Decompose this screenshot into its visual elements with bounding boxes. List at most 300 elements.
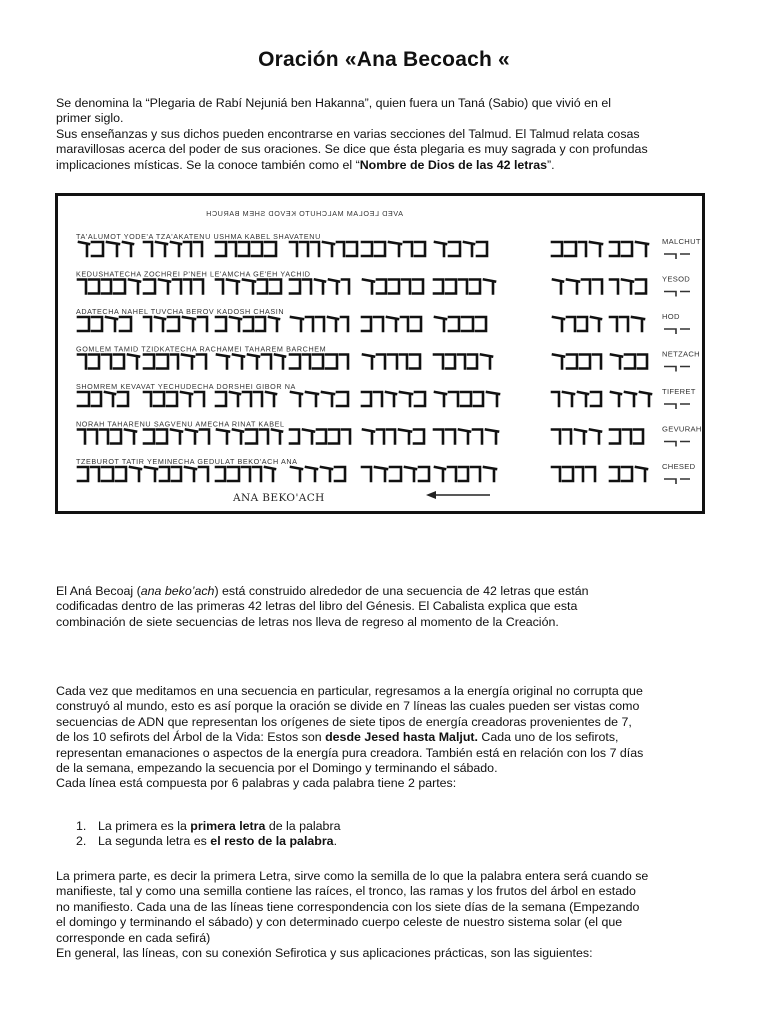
hebrew-letter-glyph [317,430,326,444]
text-line: codificadas dentro de las primeras 42 letras del libro del Génesis. El Cabalista explica que esta [56,599,578,614]
hebrew-letter-glyph [89,280,99,294]
hebrew-letter-glyph [341,317,348,331]
hebrew-letter-glyph [342,430,350,444]
hebrew-letter-glyph [470,280,480,294]
hebrew-letter-glyph [435,467,445,481]
figure-caption: ANA BEKO'ACH [233,492,325,504]
hebrew-letter-glyph [563,467,573,481]
hebrew-letter-glyph [291,467,302,481]
hebrew-letter-glyph [586,467,595,481]
hebrew-letter-glyph [389,242,401,256]
hebrew-letter-glyph [254,392,262,406]
hebrew-letter-glyph [590,242,602,256]
hebrew-letter-glyph [401,317,408,331]
hebrew-letter-glyph [78,317,89,331]
hebrew-letter-glyph [471,467,480,481]
hebrew-letter-glyph [291,317,303,331]
hebrew-letter-glyph [623,430,631,444]
sefirah-hebrew-mark [664,254,690,259]
sefirah-hebrew-mark [664,292,690,297]
hebrew-letter-glyph [160,467,169,481]
hebrew-letter-glyph [610,467,619,481]
hebrew-letter-glyph [144,317,151,331]
figure-header-transliteration: AVED LEOLAM MALCHUTO KEVOD SHEM BARUCH [205,209,403,218]
hebrew-letter-glyph [632,317,644,331]
hebrew-letter-glyph [363,280,374,294]
hebrew-letter-glyph [260,430,268,444]
hebrew-letter-glyph [565,242,576,256]
hebrew-letter-glyph [375,467,387,481]
hebrew-letter-glyph [217,430,229,444]
text-line: Se denomina la “Plegaria de Rabí Nejuniá ben Hakanna”, quien fuera un Taná (Sabio) que vivió en el [56,96,611,110]
hebrew-letter-glyph [291,392,302,406]
hebrew-letter-glyph [552,242,562,256]
hebrew-letter-glyph [272,430,282,444]
hebrew-letter-glyph [262,355,271,369]
page-title: Oración «Ana Becoach « [258,48,510,71]
hebrew-letter-glyph [636,467,647,481]
hebrew-letter-glyph [362,242,372,256]
hebrew-letter-glyph [184,280,191,294]
hebrew-letter-glyph [374,392,382,406]
list-number: 2. [76,834,87,849]
hebrew-letter-glyph [446,280,456,294]
sefirah-label: CHESED [662,462,696,471]
hebrew-word-row [78,280,646,294]
hebrew-letter-glyph [246,430,257,444]
hebrew-letter-glyph [184,242,191,256]
sefirah-hebrew-mark [664,329,690,334]
hebrew-letter-glyph [197,355,206,369]
hebrew-letter-glyph [579,242,586,256]
hebrew-letter-glyph [484,467,496,481]
hebrew-letter-glyph [434,430,443,444]
hebrew-letter-glyph [434,280,443,294]
hebrew-letter-glyph [181,392,192,406]
hebrew-letter-glyph [290,355,300,369]
hebrew-letter-glyph [580,355,590,369]
list-item [76,834,340,849]
row-transliteration: TZEBUROT TATIR YEMINECHA GEDULAT BEKO'ACH ANA [76,457,298,466]
hebrew-letter-glyph [487,392,499,406]
paragraph-ana-becoaj [56,584,714,630]
hebrew-letter-glyph [239,242,249,256]
hebrew-letter-glyph [347,242,357,256]
hebrew-letter-glyph [459,430,470,444]
hebrew-letter-glyph [638,355,647,369]
hebrew-letter-glyph [377,430,384,444]
hebrew-letter-glyph [144,430,154,444]
row-transliteration: TA'ALUMOT YODE'A TZA'AKATENU USHMA KABEL SHAVATENU [76,232,321,241]
sefirah-label: NETZACH [662,349,700,359]
hebrew-letter-glyph [144,280,155,294]
hebrew-letter-glyph [578,317,587,331]
hebrew-letter-glyph [575,430,586,444]
hebrew-letter-glyph [405,467,416,481]
hebrew-letter-glyph [399,430,411,444]
hebrew-letter-glyph [306,467,317,481]
hebrew-letter-glyph [377,280,386,294]
hebrew-letter-glyph [159,280,170,294]
hebrew-letter-glyph [622,280,633,294]
hebrew-letter-glyph [182,355,194,369]
hebrew-letter-glyph [233,355,244,369]
hebrew-letter-glyph [275,355,285,369]
hebrew-letter-glyph [481,355,492,369]
hebrew-letter-glyph [435,392,446,406]
hebrew-letter-glyph [233,430,243,444]
text-run: ) está construido alrededor de una secuencia de 42 letras que están [214,584,589,598]
hebrew-letter-glyph [306,317,313,331]
hebrew-letter-glyph [591,317,601,331]
hebrew-letter-glyph [462,317,473,331]
text-run: implicaciones místicas. Se la conoce también como el “ [56,157,360,172]
hebrew-letter-glyph [111,430,121,444]
bold-term: desde Jesed hasta Maljut. [325,730,478,745]
hebrew-letter-glyph [114,355,124,369]
hebrew-letter-glyph [171,242,181,256]
text-line: secuencias de ADN que representan los orígenes de siete tipos de energía creadoras provenientes de 7, [56,714,632,729]
hebrew-letter-glyph [477,242,487,256]
hebrew-letter-glyph [168,317,179,331]
hebrew-letter-glyph [306,392,318,406]
hebrew-word-row [79,242,648,256]
hebrew-letter-glyph [611,392,621,406]
hebrew-letter-glyph [459,280,467,294]
hebrew-letter-glyph [337,392,348,406]
hebrew-letter-glyph [435,242,446,256]
hebrew-letter-glyph [340,355,348,369]
hebrew-letter-glyph [362,467,371,481]
ana-bekoach-figure [55,193,705,514]
hebrew-letter-glyph [335,467,345,481]
hebrew-letter-glyph [337,242,344,256]
text-line: representan emanaciones o aspectos de la energía pura creadora. También está en relación con los 7 días [56,745,644,760]
hebrew-letter-glyph [106,317,117,331]
hebrew-letter-glyph [576,467,583,481]
hebrew-letter-glyph [216,280,223,294]
hebrew-letter-glyph [329,430,339,444]
hebrew-letter-glyph [593,355,601,369]
hebrew-letter-glyph [413,280,423,294]
hebrew-letter-glyph [553,280,563,294]
hebrew-letter-glyph [244,317,253,331]
hebrew-letter-glyph [486,430,498,444]
hebrew-letter-glyph [342,280,349,294]
hebrew-letter-glyph [145,467,157,481]
hebrew-letter-glyph [265,242,276,256]
text-run: de los 10 sefirots del Árbol de la Vida: Estos son [56,730,326,745]
text-line [56,584,714,599]
sefirah-label: TIFERET [662,387,696,396]
row-transliteration: SHOMREM KEVAVAT YECHUDECHA DORSHEI GIBOR NA [76,382,296,391]
hebrew-letter-glyph [323,242,334,256]
paragraph-first-letter [56,869,714,961]
hebrew-letter-glyph [173,280,181,294]
hebrew-letter-glyph [610,242,619,256]
hebrew-letter-glyph [461,392,471,406]
hebrew-letter-glyph [591,392,601,406]
hebrew-letter-glyph [128,355,139,369]
hebrew-letter-glyph [78,430,85,444]
sefirah-hebrew-mark [664,367,690,372]
paragraph-meditation [56,684,714,792]
hebrew-letter-glyph [636,242,648,256]
hebrew-word-row [78,355,647,369]
hebrew-letter-glyph [567,317,575,331]
text-line: La primera parte, es decir la primera Letra, sirve como la semilla de lo que la palabra entera será cuando se [56,869,649,883]
hebrew-letter-glyph [130,467,141,481]
hebrew-letter-glyph [640,392,651,406]
hebrew-letter-glyph [552,430,560,444]
hebrew-letter-glyph [229,242,236,256]
hebrew-letter-glyph [593,280,602,294]
hebrew-letter-glyph [563,392,574,406]
hebrew-word-row [78,317,644,331]
hebrew-letter-glyph [313,355,323,369]
hebrew-letter-glyph [446,430,455,444]
list-item [76,819,340,834]
hebrew-letter-glyph [88,430,97,444]
hebrew-letter-glyph [473,430,482,444]
hebrew-letter-glyph [362,392,371,406]
hebrew-letter-glyph [620,317,628,331]
text-run: La segunda letra es [98,834,211,849]
hebrew-letter-glyph [553,317,564,331]
hebrew-letter-glyph [120,317,131,331]
hebrew-letter-glyph [290,242,297,256]
hebrew-letter-glyph [183,317,195,331]
hebrew-letter-glyph [464,242,474,256]
hebrew-letter-glyph [363,355,374,369]
text-run: . [333,834,338,849]
hebrew-letter-glyph [270,280,281,294]
sefirot-labels [662,237,702,484]
hebrew-letter-glyph [476,317,486,331]
hebrew-letter-glyph [610,430,620,444]
hebrew-letter-glyph [387,430,395,444]
hebrew-letter-glyph [243,280,255,294]
hebrew-letter-glyph [634,430,643,444]
hebrew-letter-glyph [374,317,383,331]
hebrew-letter-glyph [266,392,276,406]
hebrew-letter-glyph [290,280,300,294]
hebrew-letter-glyph [200,430,209,444]
row-transliteration: NORAH TAHARENU SAGVENU AMECHA RINAT KABEL [76,419,285,429]
hebrew-letter-glyph [154,392,164,406]
hebrew-letter-glyph [625,355,635,369]
hebrew-letter-glyph [114,280,125,294]
text-line: no manifiesto. Cada una de las líneas tiene correspondencia con los siete días de la semana (Empezando [56,899,640,914]
hebrew-letter-glyph [78,280,86,294]
hebrew-letter-glyph [227,280,239,294]
hebrew-letter-glyph [105,392,115,406]
hebrew-letter-glyph [216,317,226,331]
hebrew-letter-glyph [449,392,458,406]
hebrew-letter-glyph [172,467,181,481]
hebrew-letter-glyph [217,355,229,369]
hebrew-letter-glyph [78,467,88,481]
hebrew-letter-glyph [611,355,622,369]
hebrew-letter-glyph [125,430,136,444]
text-line: Sus enseñanzas y sus dichos pueden encontrarse en varias secciones del Talmud. El Talmud relata cosas [56,126,640,141]
text-line: el domingo y terminando el sábado) y con determinado cuerpo celeste de nuestro sistema solar (el que [56,915,623,930]
hebrew-letter-glyph [388,355,397,369]
hebrew-letter-glyph [144,355,154,369]
hebrew-letter-glyph [458,355,465,369]
hebrew-letter-glyph [414,430,424,444]
hebrew-letter-glyph [446,355,455,369]
hebrew-letter-glyph [91,467,99,481]
hebrew-letter-glyph [625,392,636,406]
text-line: combinación de siete secuencias de letras nos lleva de regreso al momento de la Creación. [56,614,559,629]
hebrew-letter-glyph [375,242,385,256]
text-line: maravillosas acerca del poder de sus oraciones. Se dice que ésta plegaria es muy sagrada y con profundas [56,142,648,157]
hebrew-letter-glyph [185,467,196,481]
hebrew-letter-glyph [582,280,590,294]
hebrew-letter-glyph [78,392,89,406]
hebrew-letter-glyph [400,392,412,406]
hebrew-letter-glyph [567,280,579,294]
sefirah-label: YESOD [662,274,691,284]
hebrew-letter-glyph [156,242,167,256]
hebrew-letter-glyph [118,392,128,406]
hebrew-letter-glyph [290,430,299,444]
hebrew-letter-glyph [171,355,178,369]
hebrew-letter-glyph [195,392,204,406]
hebrew-letter-glyph [411,317,421,331]
hebrew-letter-glyph [303,430,314,444]
hebrew-letter-glyph [194,242,202,256]
hebrew-letter-glyph [92,392,101,406]
text-run: El Aná Becoaj ( [56,584,141,598]
hebrew-letter-glyph [198,317,207,331]
hebrew-letter-glyph [363,430,374,444]
hebrew-letter-glyph [252,242,262,256]
bold-term: Nombre de Dios de las 42 letras [359,157,548,172]
hebrew-letter-glyph [419,467,429,481]
bold-term: el resto de la palabra [210,834,334,849]
hebrew-letter-glyph [610,317,617,331]
hebrew-letter-glyph [610,280,618,294]
text-run: La primera es la [98,819,191,833]
text-line [56,158,714,173]
hebrew-letter-glyph [459,467,468,481]
list-number: 1. [76,819,87,833]
hebrew-letter-glyph [553,355,564,369]
text-line: corresponde en cada sefirá) [56,930,211,945]
hebrew-letter-glyph [79,242,89,256]
text-line: primer siglo. [56,111,124,126]
text-line: manifieste, tal y como una semilla contiene las raíces, el tronco, las ramas y los frutos del árbol en estado [56,884,636,899]
hebrew-letter-glyph [157,355,168,369]
sefirah-label: HOD [662,312,680,321]
hebrew-letter-glyph [386,392,396,406]
text-line: de la semana, empezando la secuencia por el Domingo y terminando el sábado. [56,761,498,776]
hebrew-letter-glyph [322,392,334,406]
hebrew-letter-glyph [92,317,102,331]
hebrew-letter-glyph [129,280,140,294]
hebrew-letter-glyph [402,280,410,294]
hebrew-letter-glyph [410,355,420,369]
hebrew-letter-glyph [228,467,239,481]
hebrew-rows [76,232,651,481]
hebrew-letter-glyph [567,355,577,369]
hebrew-letter-glyph [449,317,459,331]
hebrew-letter-glyph [404,242,412,256]
text-run: ”. [547,157,555,172]
hebrew-letter-glyph [216,467,225,481]
hebrew-letter-glyph [434,355,443,369]
sefirah-label: MALCHUT [662,237,701,246]
word-parts-list [76,819,340,850]
sefirah-hebrew-mark [664,479,690,484]
hebrew-letter-glyph [400,355,407,369]
hebrew-word-row [78,430,643,444]
italic-term: ana beko’ach [140,584,215,598]
hebrew-letter-glyph [78,355,86,369]
hebrew-letter-glyph [216,392,226,406]
hebrew-letter-glyph [92,242,103,256]
row-transliteration: ADATECHA NAHEL TUVCHA BEROV KADOSH CHASIN [76,307,285,316]
row-transliteration: GOMLEM TAMID TZIDKATECHA RACHAMEI TAHAREM BARCHEM [76,344,327,354]
text-line: construyó al mundo, esto es así porque la oración se divide en 7 líneas las cuales pueden ser vistas como [56,699,640,714]
hebrew-letter-glyph [362,317,371,331]
hebrew-letter-glyph [199,467,208,481]
hebrew-letter-glyph [248,355,259,369]
hebrew-letter-glyph [253,467,261,481]
hebrew-letter-glyph [102,280,111,294]
hebrew-letter-glyph [636,280,646,294]
hebrew-letter-glyph [123,242,133,256]
hebrew-letter-glyph [157,430,167,444]
text-line: Cada línea está compuesta por 6 palabras y cada palabra tiene 2 partes: [56,776,457,791]
hebrew-letter-glyph [415,392,425,406]
hebrew-word-row [78,467,647,481]
hebrew-letter-glyph [155,317,165,331]
text-run: de la palabra [265,819,341,833]
hebrew-letter-glyph [415,242,425,256]
hebrew-letter-glyph [144,392,151,406]
hebrew-letter-glyph [311,242,319,256]
hebrew-letter-glyph [474,392,483,406]
text-line: En general, las líneas, con su conexión Sefirotica y sus aplicaciones prácticas, son las siguientes: [56,946,593,961]
hebrew-letter-glyph [321,467,332,481]
hebrew-chart-image [58,196,702,511]
text-run: Cada uno de los sefirots, [477,730,619,745]
text-line: Cada vez que meditamos en una secuencia en particular, regresamos a la energía original no corrupta que [56,684,643,698]
hebrew-letter-glyph [552,467,560,481]
hebrew-letter-glyph [622,242,632,256]
bold-term: primera letra [190,819,266,833]
hebrew-letter-glyph [258,280,267,294]
hebrew-letter-glyph [102,467,113,481]
text-line [56,730,714,745]
sefirah-label: GEVURAH [662,424,702,434]
hebrew-letter-glyph [256,317,265,331]
sefirah-hebrew-mark [664,404,690,409]
hebrew-letter-glyph [390,467,401,481]
hebrew-letter-glyph [329,280,339,294]
hebrew-letter-glyph [171,430,182,444]
hebrew-letter-glyph [116,467,126,481]
hebrew-letter-glyph [265,467,275,481]
hebrew-letter-glyph [144,242,152,256]
hebrew-letter-glyph [186,430,197,444]
hebrew-letter-glyph [326,355,337,369]
hebrew-letter-glyph [194,280,203,294]
row-transliteration: KEDUSHATECHA ZOCHREI P'NEH LE'AMCHA GE'EH YACHID [76,269,311,279]
